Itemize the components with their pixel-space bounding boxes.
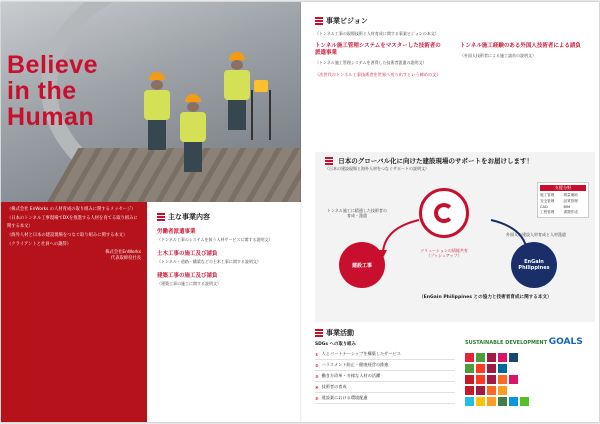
vision-column-title: トンネル施工経験のある外国人技術者による請負 (460, 43, 581, 49)
global-support-box (315, 152, 595, 322)
sdg-goal-icon (465, 364, 474, 373)
vision-closing: （次世代のトンネル工事技術者を世界へ送り出すという締めの文） (315, 72, 441, 77)
business-item (157, 249, 297, 265)
vision-columns (315, 43, 591, 66)
sdg-label: SUSTAINABLE DEVELOPMENT (465, 340, 547, 346)
support-tags (537, 182, 589, 218)
headline-line: Believe (7, 51, 99, 79)
tunnel-floor (44, 148, 301, 202)
message-paragraph: （日本のトンネル工事現場でDXを推進する人材を育てる取り組みに関する本文） (7, 216, 138, 229)
activity-item: ② ハラスメント防止・健康経営の推進 (315, 360, 455, 371)
sdg-goals: GOALS (548, 337, 583, 347)
sdg-goal-icon (487, 375, 496, 384)
section-mark-icon (325, 157, 333, 165)
global-title-text: 日本のグローバル化に向けた建設現場のサポートをお届けします！ (338, 157, 533, 165)
headline (7, 52, 98, 130)
tag: 安全管理 (540, 199, 555, 203)
sdg-goal-icon (498, 386, 507, 395)
activity-text: 人とパートナーシップを構築したサービス (321, 351, 401, 356)
headline-line: Human (7, 103, 95, 131)
signature-title: 代表取締役社長 (110, 256, 141, 261)
sdg-row (465, 374, 595, 385)
sdg-goal-icon (465, 375, 474, 384)
sdg-goal-icon (509, 353, 518, 362)
tag: 品質管理 (563, 199, 578, 203)
message-paragraph: （クライアントと社員への謝辞） (7, 242, 72, 247)
headline-line: in the (7, 77, 77, 105)
vision-lead: （トンネル工事の現場技術と人材育成に関する事業ビジョンの本文） (315, 31, 439, 36)
business-item-body: （建築工事の施工に関する説明文） (157, 281, 221, 286)
vision-column-body: （外国人技術者による施工請負の説明文） (460, 53, 536, 58)
tag: BIM (563, 205, 571, 209)
worker-figure (143, 72, 171, 150)
tag: 施工管理 (540, 193, 555, 197)
message-panel (1, 202, 147, 422)
business-item-head: 建築工事の施工及び請負 (157, 273, 218, 279)
survey-tripod (251, 90, 271, 140)
tag: 工程管理 (540, 210, 555, 214)
sdg-goal-icon (465, 397, 474, 406)
node-engain (511, 242, 557, 288)
sdg-goal-icon (509, 375, 518, 384)
activity-text: ハラスメント防止・健康経営の推進 (321, 362, 389, 367)
sdg-goal-icon (498, 364, 507, 373)
business-title: 主な事業内容 (168, 213, 210, 221)
global-bottom-text: （EnGain Philippines との協力と技術者育成に関する本文） (419, 295, 552, 300)
business-item-head: 土木工事の施工及び請負 (157, 251, 218, 257)
node-engain-label: EnGain Philippines (518, 259, 550, 271)
worker-figure (179, 94, 207, 172)
node-construction (339, 242, 385, 288)
sdg-goal-icon (476, 386, 485, 395)
sdg-icons (465, 352, 595, 407)
tag: 測量補助 (563, 193, 578, 197)
global-title (325, 156, 533, 165)
sdg-goal-icon (509, 397, 518, 406)
activity-item: ① 人とパートナーシップを構築したサービス (315, 349, 455, 360)
node-left-caption: トンネル施工に精通した技術者の育成・派遣 (327, 208, 387, 218)
sdg-goal-icon (487, 353, 496, 362)
node-construction-label: 建設工事 (351, 262, 372, 269)
sdg-goal-icon (465, 353, 474, 362)
activity-text: 技術者の育成 (321, 384, 347, 389)
message-paragraph: （株式会社 EnWorks の人材育成の取り組みに関するメッセージ） (7, 207, 136, 212)
vision-section (315, 16, 591, 78)
activity-item: ③ 働き方改革・多様な人材の活躍 (315, 371, 455, 382)
sdg-goal-icon (487, 386, 496, 395)
right-page (307, 2, 599, 422)
sdg-row (465, 352, 595, 363)
section-mark-icon (315, 17, 323, 25)
vision-column (315, 43, 446, 66)
sdg-goal-icon (487, 397, 496, 406)
tag: CAD (540, 205, 548, 209)
signature-company: 株式会社EnWorks (105, 250, 141, 255)
node-right-caption: 外国人の建設人材育成と人材派遣 (506, 232, 566, 237)
sdg-goal-icon (498, 353, 507, 362)
sdg-row (465, 396, 595, 407)
activity-item: ⑤ 建設業における環境配慮 (315, 393, 455, 404)
sdg-logo (465, 337, 583, 347)
sdg-goal-icon (498, 397, 507, 406)
activity-text: 建設業における環境配慮 (321, 395, 368, 400)
activities-title: 事業活動 (326, 329, 354, 337)
tags-grid (540, 193, 586, 215)
sdg-row (465, 385, 595, 396)
business-item-body: （トンネル・道路・橋梁などの土木工事に関する説明文） (157, 259, 261, 264)
tag: 書類作成 (563, 210, 578, 214)
section-title (157, 212, 297, 222)
business-item (157, 227, 297, 243)
business-item-body: （トンネル工事のシステムを扱う人材サービスに関する説明文） (157, 237, 273, 242)
section-title (315, 16, 591, 26)
vision-column-body: （トンネル施工管理システムを習得した技術者派遣の説明文） (315, 60, 427, 65)
business-item (157, 271, 297, 287)
section-mark-icon (157, 213, 165, 221)
sdg-goal-icon (476, 353, 485, 362)
message-paragraph: （海外人材と日本の建設現場をつなぐ取り組みに関する本文） (7, 233, 128, 238)
tags-head: 支援分野 (540, 185, 586, 191)
flow-label: ソリューションの情報共有（プッシュアップ） (420, 248, 468, 258)
activity-text: 働き方改革・多様な人材の活躍 (321, 373, 381, 378)
sdg-goal-icon (476, 397, 485, 406)
vision-column (460, 43, 591, 66)
activities-section (315, 328, 595, 404)
sdg-goal-icon (465, 386, 474, 395)
business-item-head: 労働者派遣事業 (157, 229, 196, 235)
activities-subtitle: SDGs への取り組み (315, 342, 356, 347)
sdg-goal-icon (476, 364, 485, 373)
sdg-goal-icon (520, 397, 529, 406)
global-subtitle: （日本の建設現場と海外人材をつなぐサポートの説明文） (325, 166, 429, 171)
business-section (157, 212, 297, 293)
vision-title: 事業ビジョン (326, 17, 368, 25)
activity-item: ④ 技術者の育成 (315, 382, 455, 393)
section-mark-icon (315, 329, 323, 337)
vision-column-title: トンネル施工管理システムをマスターした技術者の派遣事業 (315, 43, 441, 56)
page-fold (300, 2, 302, 422)
worker-figure (223, 52, 251, 130)
sdg-goal-icon (487, 364, 496, 373)
sdg-goal-icon (498, 375, 507, 384)
sdg-row (465, 363, 595, 374)
brochure-spread (1, 2, 599, 422)
sdg-goal-icon (476, 375, 485, 384)
